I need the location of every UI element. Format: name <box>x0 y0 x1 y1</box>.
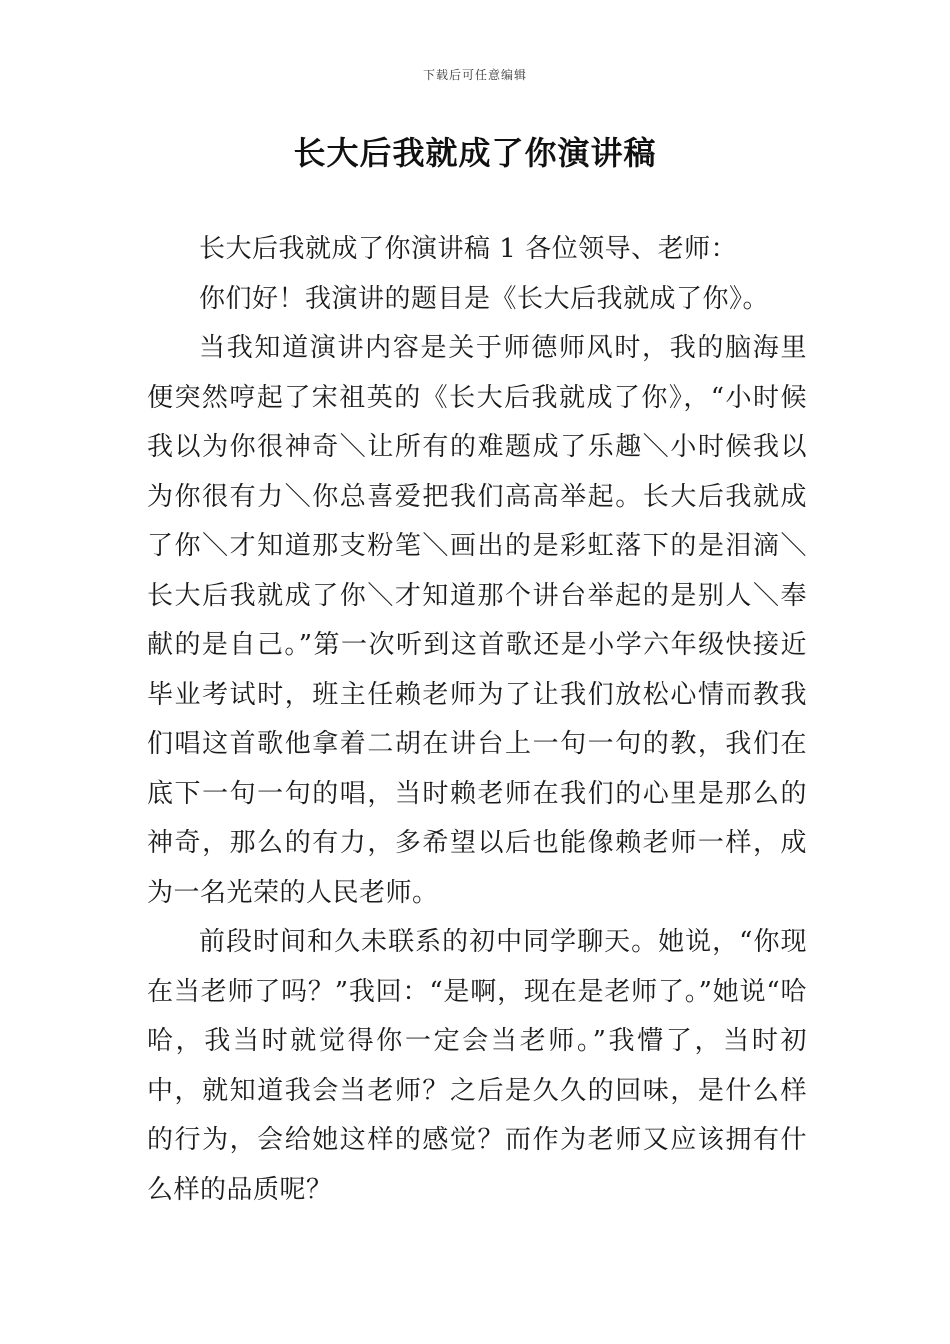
paragraph-greeting: 长大后我就成了你演讲稿 1 各位领导、老师： <box>199 234 738 264</box>
paragraph-intro: 你们好！我演讲的题目是《长大后我就成了你》。 <box>199 283 770 314</box>
document-title: 长大后我就成了你演讲稿 <box>293 134 657 172</box>
paragraph-song-memory: 当我知道演讲内容是关于师德师风时，我的脑海里便突然哼起了宋祖英的《长大后我就成了你》，“小时候我以为你很神奇＼让所有的难题成了乐趣＼小时候我以为你很有力＼你总喜爱把我们高高举起。长大后我就成了你＼才知道那支粉笔＼画出的是彩虹落下的是泪滴＼长大后我就成了你＼才知道那个讲台举起的是别人＼奉献的是自己。”第一次听到这首歌还是小学六年级快接近毕业考试时，班主任赖老师为了让我们放松心情而教我们唱这首歌他拿着二胡在讲台上一句一句的教，我们在底下一句一句的唱，当时赖老师在我们的心里是那么的神奇，那么的有力，多希望以后也能像赖老师一样，成为一名光荣的人民老师。 <box>147 333 807 908</box>
document-body <box>147 225 807 1215</box>
paragraph-classmate-chat: 前段时间和久未联系的初中同学聊天。她说，“你现在当老师了吗？”我回：“是啊，现在是老师了。”她说“哈哈，我当时就觉得你一定会当老师。”我懵了，当时初中，就知道我会当老师？之后是久久的回味，是什么样的行为，会给她这样的感觉？而作为老师又应该拥有什么样的品质呢？ <box>147 927 807 1205</box>
header-note: 下载后可任意编辑 <box>422 68 527 82</box>
